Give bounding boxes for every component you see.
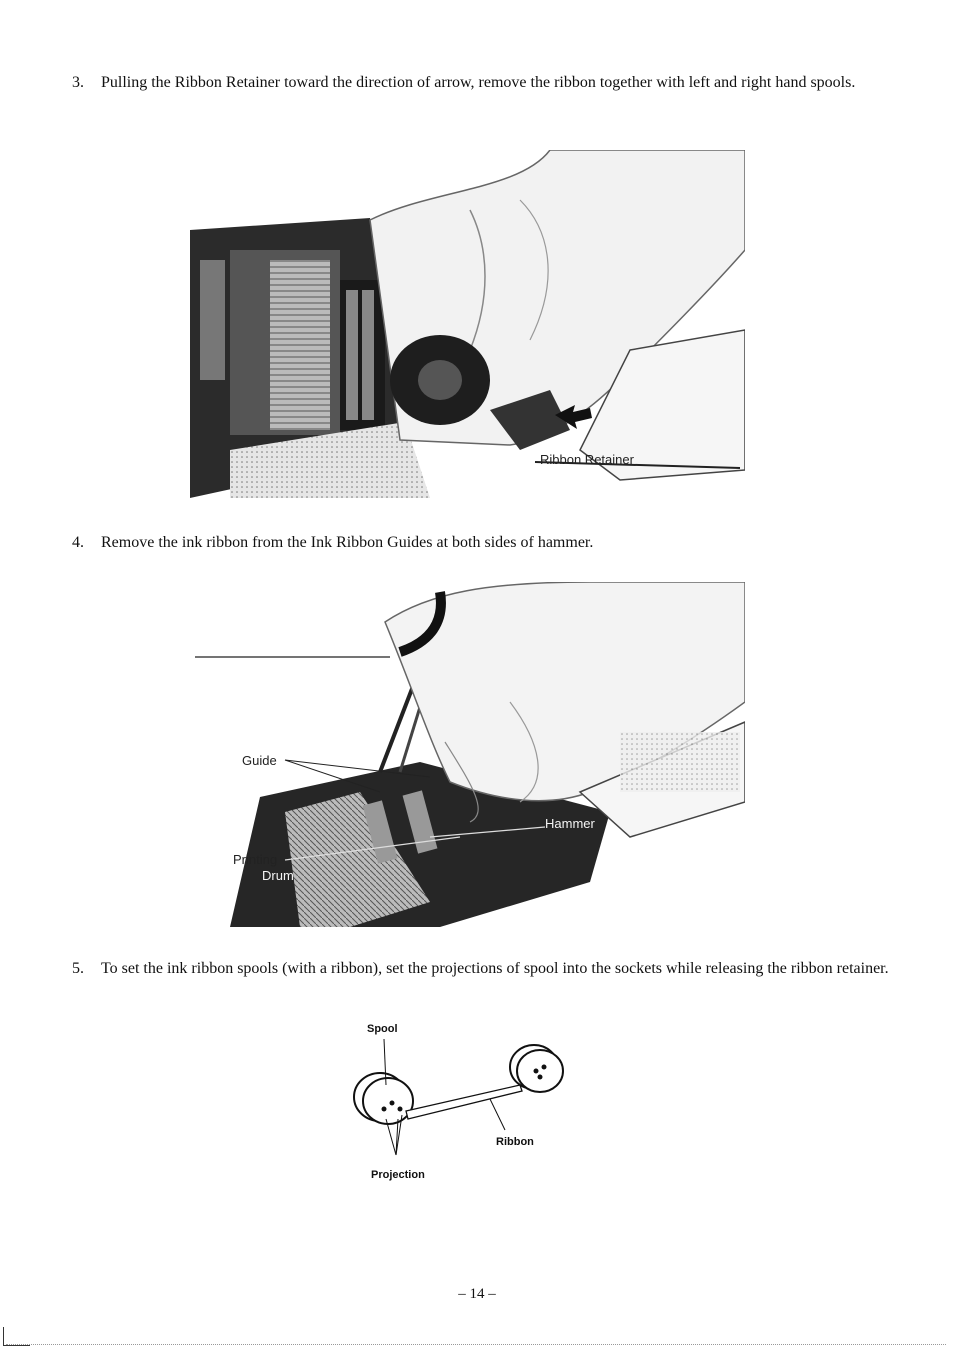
ribbon-retainer-label: Ribbon Retainer (540, 452, 634, 467)
bottom-rule (6, 1344, 946, 1345)
spool-label: Spool (367, 1023, 398, 1035)
step-number: 3. (72, 74, 84, 91)
step-text: Remove the ink ribbon from the Ink Ribbon Guides at both sides of hammer. (101, 534, 594, 551)
step-number: 4. (72, 534, 84, 551)
drum-label: Drum (262, 868, 294, 883)
printing-label: Printing (233, 852, 278, 867)
ribbon-label: Ribbon (496, 1136, 534, 1148)
step-text: Pulling the Ribbon Retainer toward the direction of arrow, remove the ribbon together with left and right hand spools. (101, 74, 856, 91)
projection-label: Projection (371, 1169, 425, 1181)
hammer-label: Hammer (545, 816, 595, 831)
photo-remove-ribbon-from-guides (190, 582, 745, 927)
guide-label: Guide (242, 753, 277, 768)
step-number: 5. (72, 960, 84, 977)
page-number: – 14 – (458, 1286, 496, 1302)
left-spool (354, 1073, 413, 1124)
photo-remove-ribbon-spools (190, 150, 745, 498)
step-text: To set the ink ribbon spools (with a ribbon), set the projections of spool into the sockets while releasing the ribbon retainer. (101, 960, 889, 977)
diagram-spool-set (340, 1015, 580, 1185)
